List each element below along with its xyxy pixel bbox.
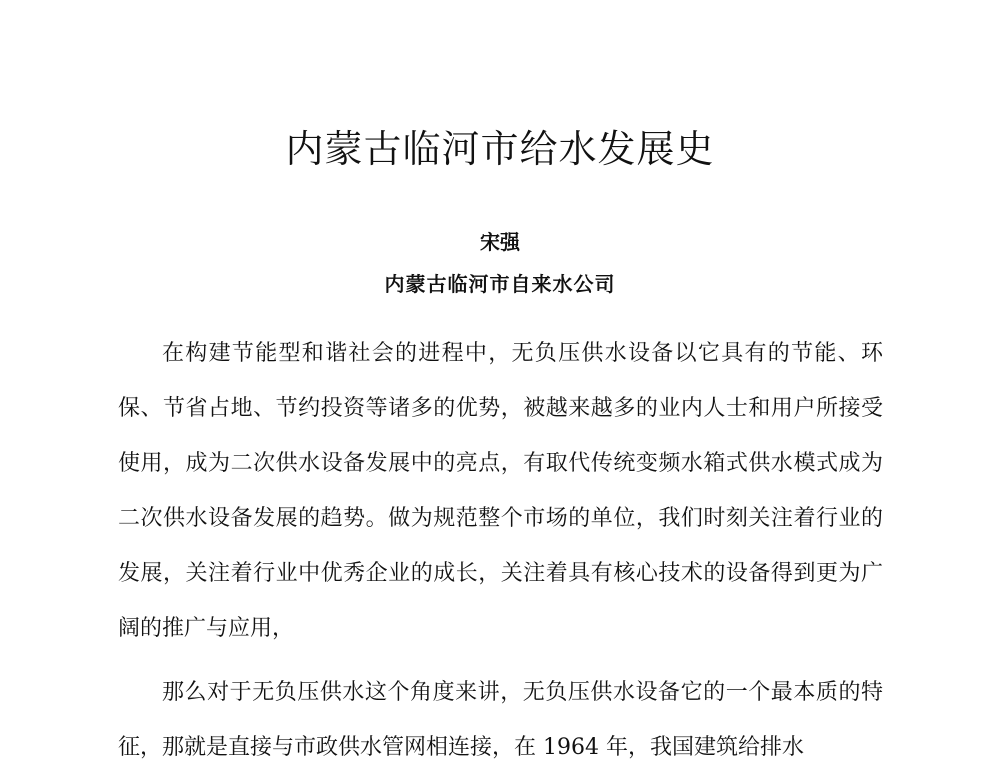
article-title: 内蒙古临河市给水发展史 bbox=[285, 127, 715, 171]
body-paragraph: 那么对于无负压供水这个角度来讲，无负压供水设备它的一个最本质的特征，那就是直接与市政供水管网相连接，在 1964 年，我国建筑给排水 bbox=[118, 680, 883, 760]
body-paragraph: 在构建节能型和谐社会的进程中，无负压供水设备以它具有的节能、环保、节省占地、节约投资等诸多的优势，被越来越多的业内人士和用户所接受使用，成为二次供水设备发展中的亮点，有取代传统变频水箱式供水模式成为二次供水设备发展的趋势。做为规范整个市场的单位，我们时刻关注着行业的发展，关注着行业中优秀企业的成长，关注着具有核心技术的设备得到更为广阔的推广与应用， bbox=[118, 341, 883, 641]
author-affiliation: 内蒙古临河市自来水公司 bbox=[384, 272, 616, 296]
article-author: 宋强 bbox=[480, 230, 520, 254]
article-body bbox=[118, 326, 883, 775]
